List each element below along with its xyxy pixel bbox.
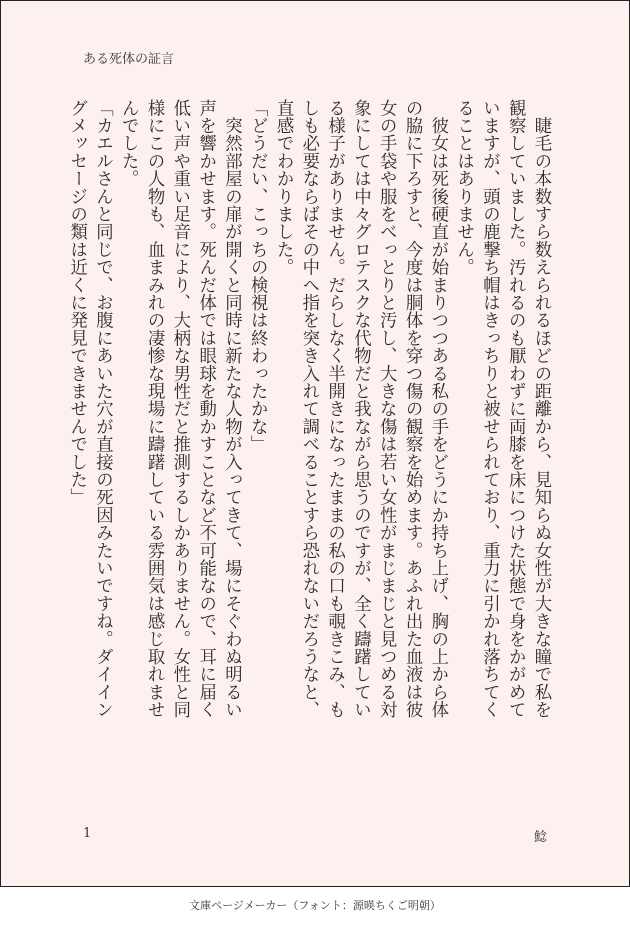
- author-name: 鯰: [534, 830, 548, 845]
- page-number: 1: [83, 826, 92, 841]
- vertical-body-text: [66, 99, 553, 719]
- running-title: ある死体の証言: [83, 52, 175, 67]
- paragraph: 睫毛の本数すら数えられるほどの距離から、見知らぬ女性が大きな瞳で私を観察していました。汚れるのも厭わずに両膝を床につけた状態で身をかがめていますが、頭の鹿撃ち帽はきっちりと被せられており、重力に引かれ落ちてくることはありません。: [453, 99, 551, 719]
- paragraph: 彼女は死後硬直が始まりつつある私の手をどうにか持ち上げ、胸の上から体の脇に下ろすと、今度は胴体を穿つ傷の観察を始めます。あふれ出た血液は彼女の手袋や服をべっとりと汚し、大きな傷は若い女性がまじまじと見つめる対象にしては中々グロテスクな代物だと我ながら思うのですが、全く躊躇している様子がありません。だらしなく半開きになったままの私の口も覗きこみ、もしも必要ならばその中へ指を突き入れて調べることすら恐れないだろうなと、直感でわかりました。: [273, 99, 448, 719]
- paragraph: 突然部屋の扉が開くと同時に新たな人物が入ってきて、場にそぐわぬ明るい声を響かせます。死んだ体では眼球を動かすことなど不可能なので、耳に届く低い声や重い足音により、大柄な男性だと推測するしかありません。女性と同様にこの人物も、血まみれの凄惨な現場に躊躇している雰囲気は感じ取れませんでした。: [118, 99, 242, 719]
- generator-caption: 文庫ページメーカー（フォント：源暎ちくご明朝）: [189, 899, 441, 912]
- dialogue-line: 「カエルさんと同じで、お腹にあいた穴が直接の死因みたいですね。ダイイングメッセージの類は近くに発見できませんでした」: [66, 99, 113, 719]
- dialogue-line: 「どうだい、こっちの検視は終わったかな」: [247, 99, 268, 453]
